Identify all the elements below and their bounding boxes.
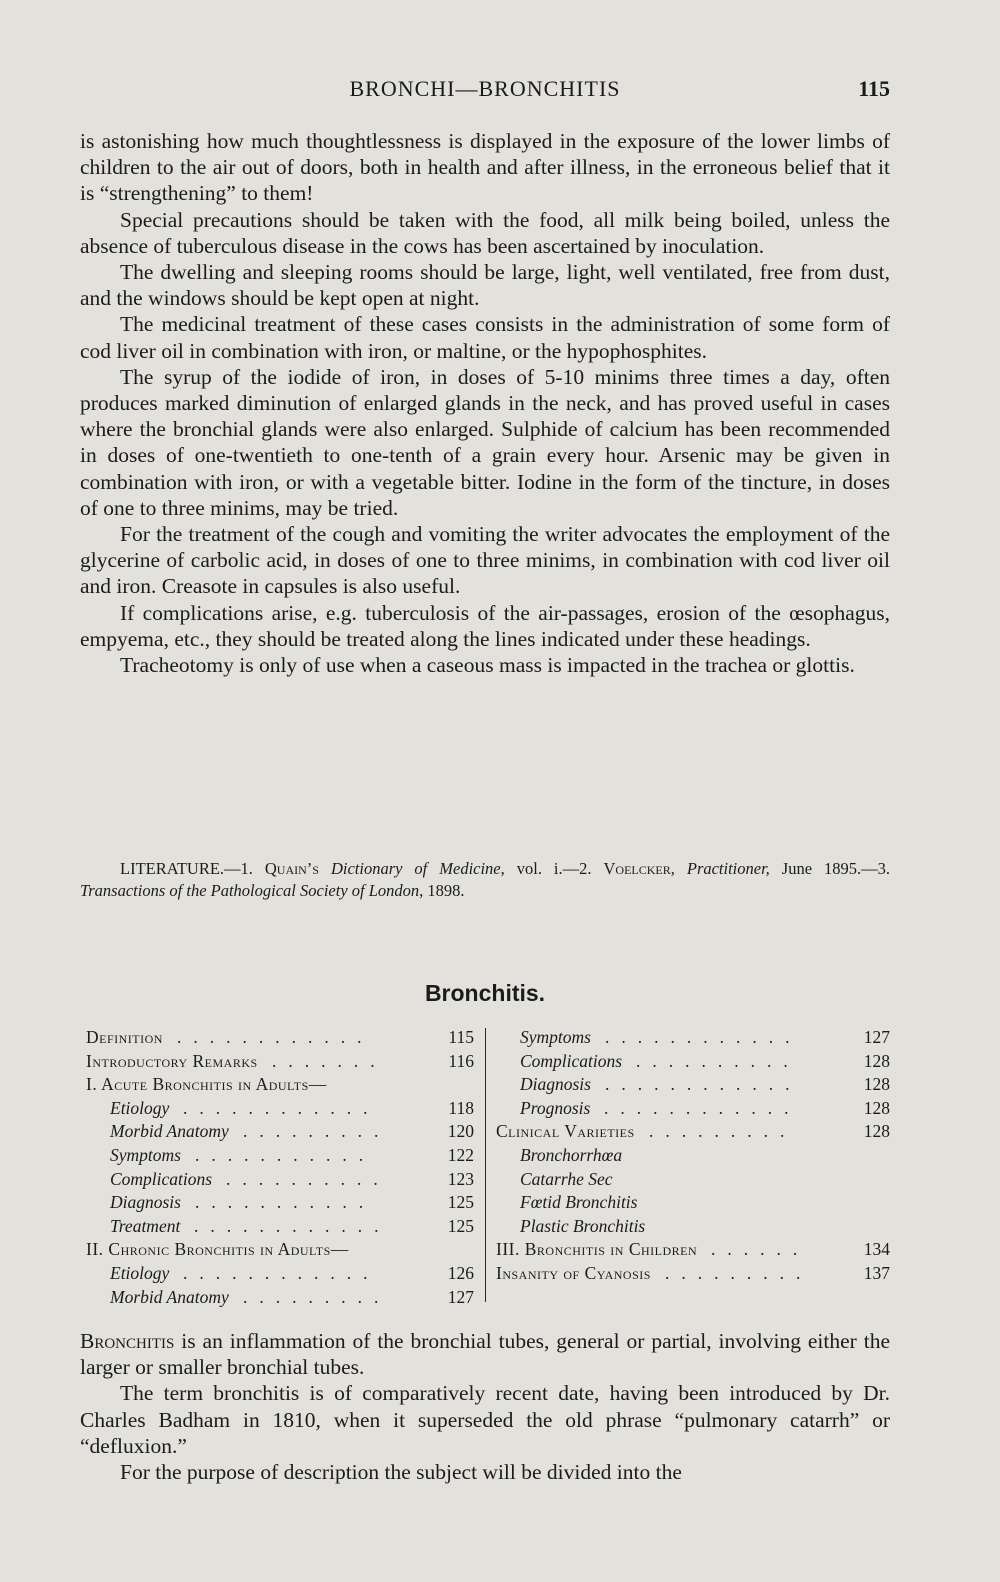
toc-entry-page: 127 <box>447 1286 474 1307</box>
paragraph <box>80 1459 890 1485</box>
section-title: Bronchitis. <box>424 980 546 1006</box>
paragraph: If complications arise, e.g. tuberculosis of the air-passages, erosion of the œsophagus, empyema, etc., they should be treated along the lines indicated under these headings. <box>80 600 890 651</box>
toc-entry-page: 122 <box>447 1144 474 1165</box>
paragraph <box>80 1328 890 1380</box>
toc-entry-label: Insanity of Cyanosis <box>496 1262 651 1283</box>
toc-entry-leader: ............ <box>183 1262 380 1283</box>
toc-entry-page: 127 <box>863 1027 890 1047</box>
toc-entry-leader: ............ <box>177 1027 374 1047</box>
page-number: 115 <box>858 76 890 101</box>
toc-right-column <box>496 1026 890 1286</box>
toc-entry-page: 118 <box>448 1097 474 1118</box>
paragraph: The syrup of the iodide of iron, in doses of 5-10 minims three times a day, often produces marked diminution of enlarged glands in the neck, and has proved useful in cases where the bronchial glands were also enlarged. Sulphide of calcium has been recommended in doses of one-twentieth to one-tenth of a grain every hour. Arsenic may be given in combination with iron, or with a vegetable bitter. Iodine in the form of the tincture, in doses of one to three minims, may be tried. <box>80 364 890 520</box>
toc-entry <box>496 1050 890 1074</box>
toc-entry <box>86 1144 474 1168</box>
toc-entry-label: Bronchorrhœa <box>520 1144 623 1165</box>
toc-entry <box>496 1262 890 1286</box>
toc-entry-leader: ............ <box>605 1027 802 1047</box>
toc-entry-page: 126 <box>447 1262 474 1283</box>
toc-entry-page: 120 <box>447 1121 474 1142</box>
toc-entry <box>496 1238 890 1262</box>
toc-entry-page: 128 <box>863 1097 890 1118</box>
paragraph: The medicinal treatment of these cases consists in the administration of some form of cod liver oil in combination with iron, or maltine, or the hypophosphites. <box>80 312 890 363</box>
running-title: BRONCHI—BRONCHITIS <box>349 76 621 101</box>
toc-entry-leader: ............ <box>194 1215 391 1236</box>
body-text <box>80 128 890 678</box>
table-of-contents <box>86 1026 890 1316</box>
toc-entry <box>86 1073 474 1097</box>
paragraph-lead: Bronchitis <box>80 1329 175 1353</box>
toc-entry-label: Introductory Remarks <box>86 1050 258 1071</box>
toc-entry-label: Symptoms <box>110 1144 181 1165</box>
toc-entry-leader: ......... <box>665 1262 813 1283</box>
literature-work: Dictionary of Medicine <box>330 859 501 878</box>
toc-entry-label: Morbid Anatomy <box>110 1286 229 1307</box>
toc-entry-leader: .......... <box>636 1050 800 1071</box>
toc-entry-leader: ......... <box>243 1121 391 1142</box>
toc-entry-leader: ........... <box>195 1192 376 1213</box>
toc-entry-label: II. Chronic Bronchitis in Adults— <box>86 1239 349 1260</box>
toc-left-column <box>86 1026 474 1309</box>
toc-entry-label: Complications <box>110 1168 213 1189</box>
toc-entry-label: Treatment <box>110 1215 181 1236</box>
toc-entry-leader: ............ <box>183 1097 380 1118</box>
paragraph: is astonishing how much thoughtlessness is displayed in the exposure of the lower limbs of children to the air out of doors, both in health and after illness, in the erroneous belief that it is “strengthening” to them! <box>80 129 890 206</box>
toc-entry-page: 125 <box>447 1192 474 1213</box>
toc-entry-label: Symptoms <box>520 1027 591 1047</box>
toc-entry-page: 137 <box>863 1262 890 1283</box>
toc-entry-label: Clinical Varieties <box>496 1121 635 1142</box>
literature-label: LITERATURE.—1. <box>120 859 253 878</box>
toc-entry <box>496 1191 890 1215</box>
toc-entry <box>86 1168 474 1192</box>
paragraph: Tracheotomy is only of use when a caseous mass is impacted in the trachea or glottis. <box>120 653 855 678</box>
toc-entry-leader: ......... <box>649 1121 797 1142</box>
toc-entry-label: I. Acute Bronchitis in Adults— <box>86 1074 327 1095</box>
toc-divider <box>485 1028 486 1302</box>
toc-entry <box>496 1144 890 1168</box>
toc-entry <box>86 1191 474 1215</box>
closing-text <box>80 1328 890 1485</box>
toc-entry <box>86 1026 474 1050</box>
toc-entry-label: Etiology <box>110 1097 170 1118</box>
literature-author: Quain’s <box>264 859 319 878</box>
literature-author: Voelcker, <box>603 859 675 878</box>
paragraph-text: For the purpose of description the subject will be divided into the <box>120 1460 682 1485</box>
toc-entry-label: Complications <box>520 1050 623 1071</box>
literature-date: June 1895.—3. <box>781 859 891 878</box>
toc-entry-leader: ............ <box>604 1097 801 1118</box>
toc-entry-label: Morbid Anatomy <box>110 1121 229 1142</box>
toc-entry <box>86 1262 474 1286</box>
literature-references <box>80 858 890 902</box>
toc-entry-leader: .......... <box>226 1168 390 1189</box>
toc-entry-label: Catarrhe Sec <box>520 1168 613 1189</box>
toc-entry <box>86 1286 474 1310</box>
toc-entry-label: Diagnosis <box>520 1074 591 1095</box>
toc-entry-label: Definition <box>86 1027 163 1047</box>
literature-work: Transactions of the Pathological Society of London <box>80 881 420 900</box>
toc-entry-page: 134 <box>863 1239 890 1260</box>
toc-entry-leader: ...... <box>711 1239 810 1260</box>
toc-entry-label: Plastic Bronchitis <box>520 1215 646 1236</box>
toc-entry <box>86 1120 474 1144</box>
paragraph <box>80 1380 890 1459</box>
toc-entry-leader: ............ <box>605 1074 802 1095</box>
toc-entry <box>496 1168 890 1192</box>
toc-entry-leader: ....... <box>272 1050 387 1071</box>
toc-entry <box>86 1097 474 1121</box>
toc-entry-page: 116 <box>448 1050 474 1071</box>
toc-entry <box>496 1120 890 1144</box>
toc-entry <box>86 1215 474 1239</box>
toc-entry-label: III. Bronchitis in Children <box>496 1239 698 1260</box>
toc-entry <box>86 1050 474 1074</box>
toc-entry-page: 128 <box>863 1050 890 1071</box>
paragraph: The dwelling and sleeping rooms should be large, light, well ventilated, free from dust, and the windows should be kept open at night. <box>80 260 890 311</box>
toc-entry-label: Prognosis <box>520 1097 591 1118</box>
literature-year: , 1898. <box>419 881 465 900</box>
toc-entry-label: Diagnosis <box>110 1192 181 1213</box>
toc-entry-page: 128 <box>863 1074 890 1095</box>
toc-entry-label: Fœtid Bronchitis <box>520 1192 638 1213</box>
toc-entry-leader: ........... <box>195 1144 376 1165</box>
toc-entry-page: 128 <box>863 1121 890 1142</box>
toc-entry-page: 125 <box>447 1215 474 1236</box>
toc-entry <box>86 1238 474 1262</box>
toc-entry <box>496 1073 890 1097</box>
toc-entry-label: Etiology <box>110 1262 170 1283</box>
paragraph: For the treatment of the cough and vomiting the writer advocates the employment of the glycerine of carbolic acid, in doses of one to three minims, in combination with cod liver oil and iron. Creasote in capsules is also useful. <box>80 522 890 599</box>
toc-entry-leader: ......... <box>243 1286 391 1307</box>
paragraph-text: The term bronchitis is of comparatively recent date, having been introduced by Dr. Charles Badham in 1810, when it superseded the old phrase “pulmonary catarrh” or “defluxion.” <box>80 1381 890 1458</box>
toc-entry <box>496 1215 890 1239</box>
toc-entry <box>496 1026 890 1050</box>
paragraph: Special precautions should be taken with the food, all milk being boiled, unless the absence of tuberculous disease in the cows has been ascertained by inoculation. <box>80 207 890 258</box>
literature-work: Practitioner, <box>686 859 770 878</box>
toc-entry-page: 115 <box>448 1027 474 1047</box>
toc-entry-page: 123 <box>447 1168 474 1189</box>
paragraph-text: is an inflammation of the bronchial tubes, general or partial, involving either the larger or smaller bronchial tubes. <box>80 1329 890 1380</box>
running-head <box>80 76 890 106</box>
literature-volume: , vol. i.—2. <box>500 859 592 878</box>
toc-entry <box>496 1097 890 1121</box>
